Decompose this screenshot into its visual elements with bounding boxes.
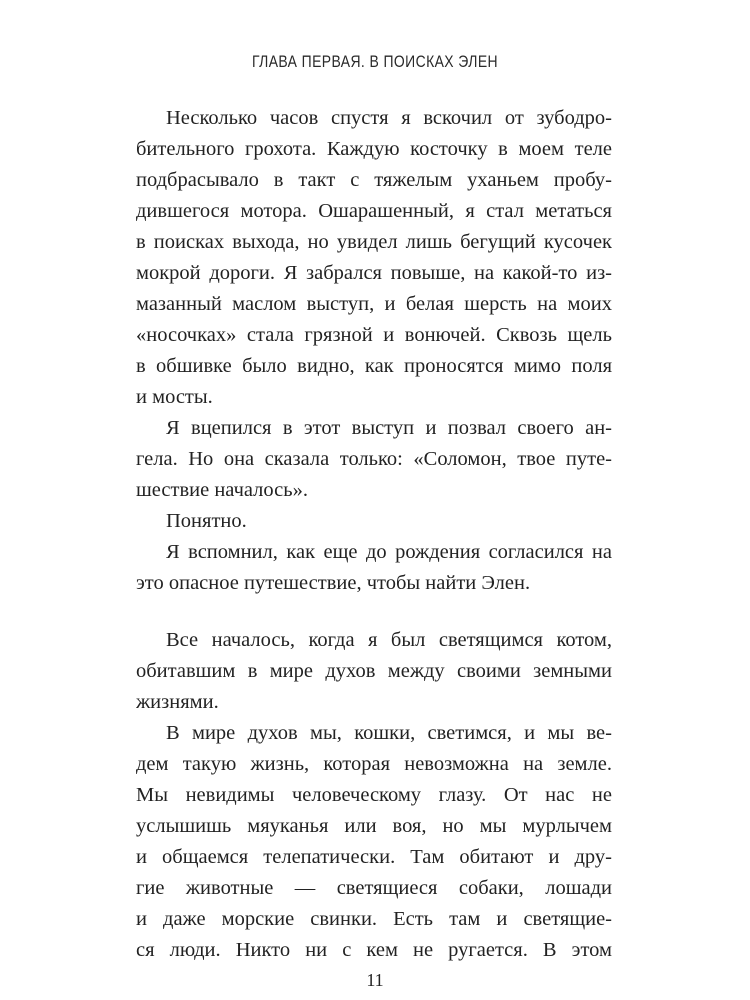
text-line: в обшивке было видно, как проносятся мимо поля	[136, 355, 612, 377]
text-line: Я вцепился в этот выступ и позвал своего ан-	[166, 417, 612, 439]
text-line: гела. Но она сказала только: «Соломон, твое путе-	[136, 448, 612, 470]
text-line: гие животные — светящиеся собаки, лошади	[136, 877, 612, 899]
text-line: ся люди. Никто ни с кем не ругается. В этом	[136, 939, 612, 961]
text-line: Понятно.	[166, 510, 247, 532]
text-line: обитавшим в мире духов между своими земными	[136, 660, 612, 682]
text-line: «носочках» стала грязной и вонючей. Сквозь щель	[136, 324, 612, 346]
text-line: Все началось, когда я был светящимся котом,	[166, 629, 612, 651]
text-line: В мире духов мы, кошки, светимся, и мы ве-	[166, 722, 612, 744]
text-line: услышишь мяуканья или воя, но мы мурлычем	[136, 815, 612, 837]
text-line: это опасное путешествие, чтобы найти Элен.	[136, 572, 531, 594]
text-line: мазанный маслом выступ, и белая шерсть на моих	[136, 293, 612, 315]
text-line: мокрой дороги. Я забрался повыше, на какой-то из-	[136, 262, 612, 284]
text-line: шествие началось».	[136, 479, 308, 501]
text-line: и мосты.	[136, 386, 213, 408]
page-number: 11	[366, 970, 384, 990]
text-line: Мы невидимы человеческому глазу. От нас не	[136, 784, 612, 806]
text-line: и даже морские свинки. Есть там и светящие-	[136, 908, 612, 930]
text-line: подбрасывало в такт с тяжелым уханьем пробу-	[136, 169, 612, 191]
text-line: дившегося мотора. Ошарашенный, я стал метаться	[136, 200, 612, 222]
text-line: в поисках выхода, но увидел лишь бегущий кусочек	[136, 231, 612, 253]
text-line: дем такую жизнь, которая невозможна на земле.	[136, 753, 612, 775]
text-line: Несколько часов спустя я вскочил от зубодро-	[166, 107, 612, 129]
text-line: и общаемся телепатически. Там обитают и дру-	[136, 846, 612, 868]
text-line: Я вспомнил, как еще до рождения согласился на	[166, 541, 612, 563]
text-line: бительного грохота. Каждую косточку в моем теле	[136, 138, 612, 160]
text-line: жизнями.	[136, 691, 219, 713]
running-head: ГЛАВА ПЕРВАЯ. В ПОИСКАХ ЭЛЕН	[251, 52, 499, 71]
